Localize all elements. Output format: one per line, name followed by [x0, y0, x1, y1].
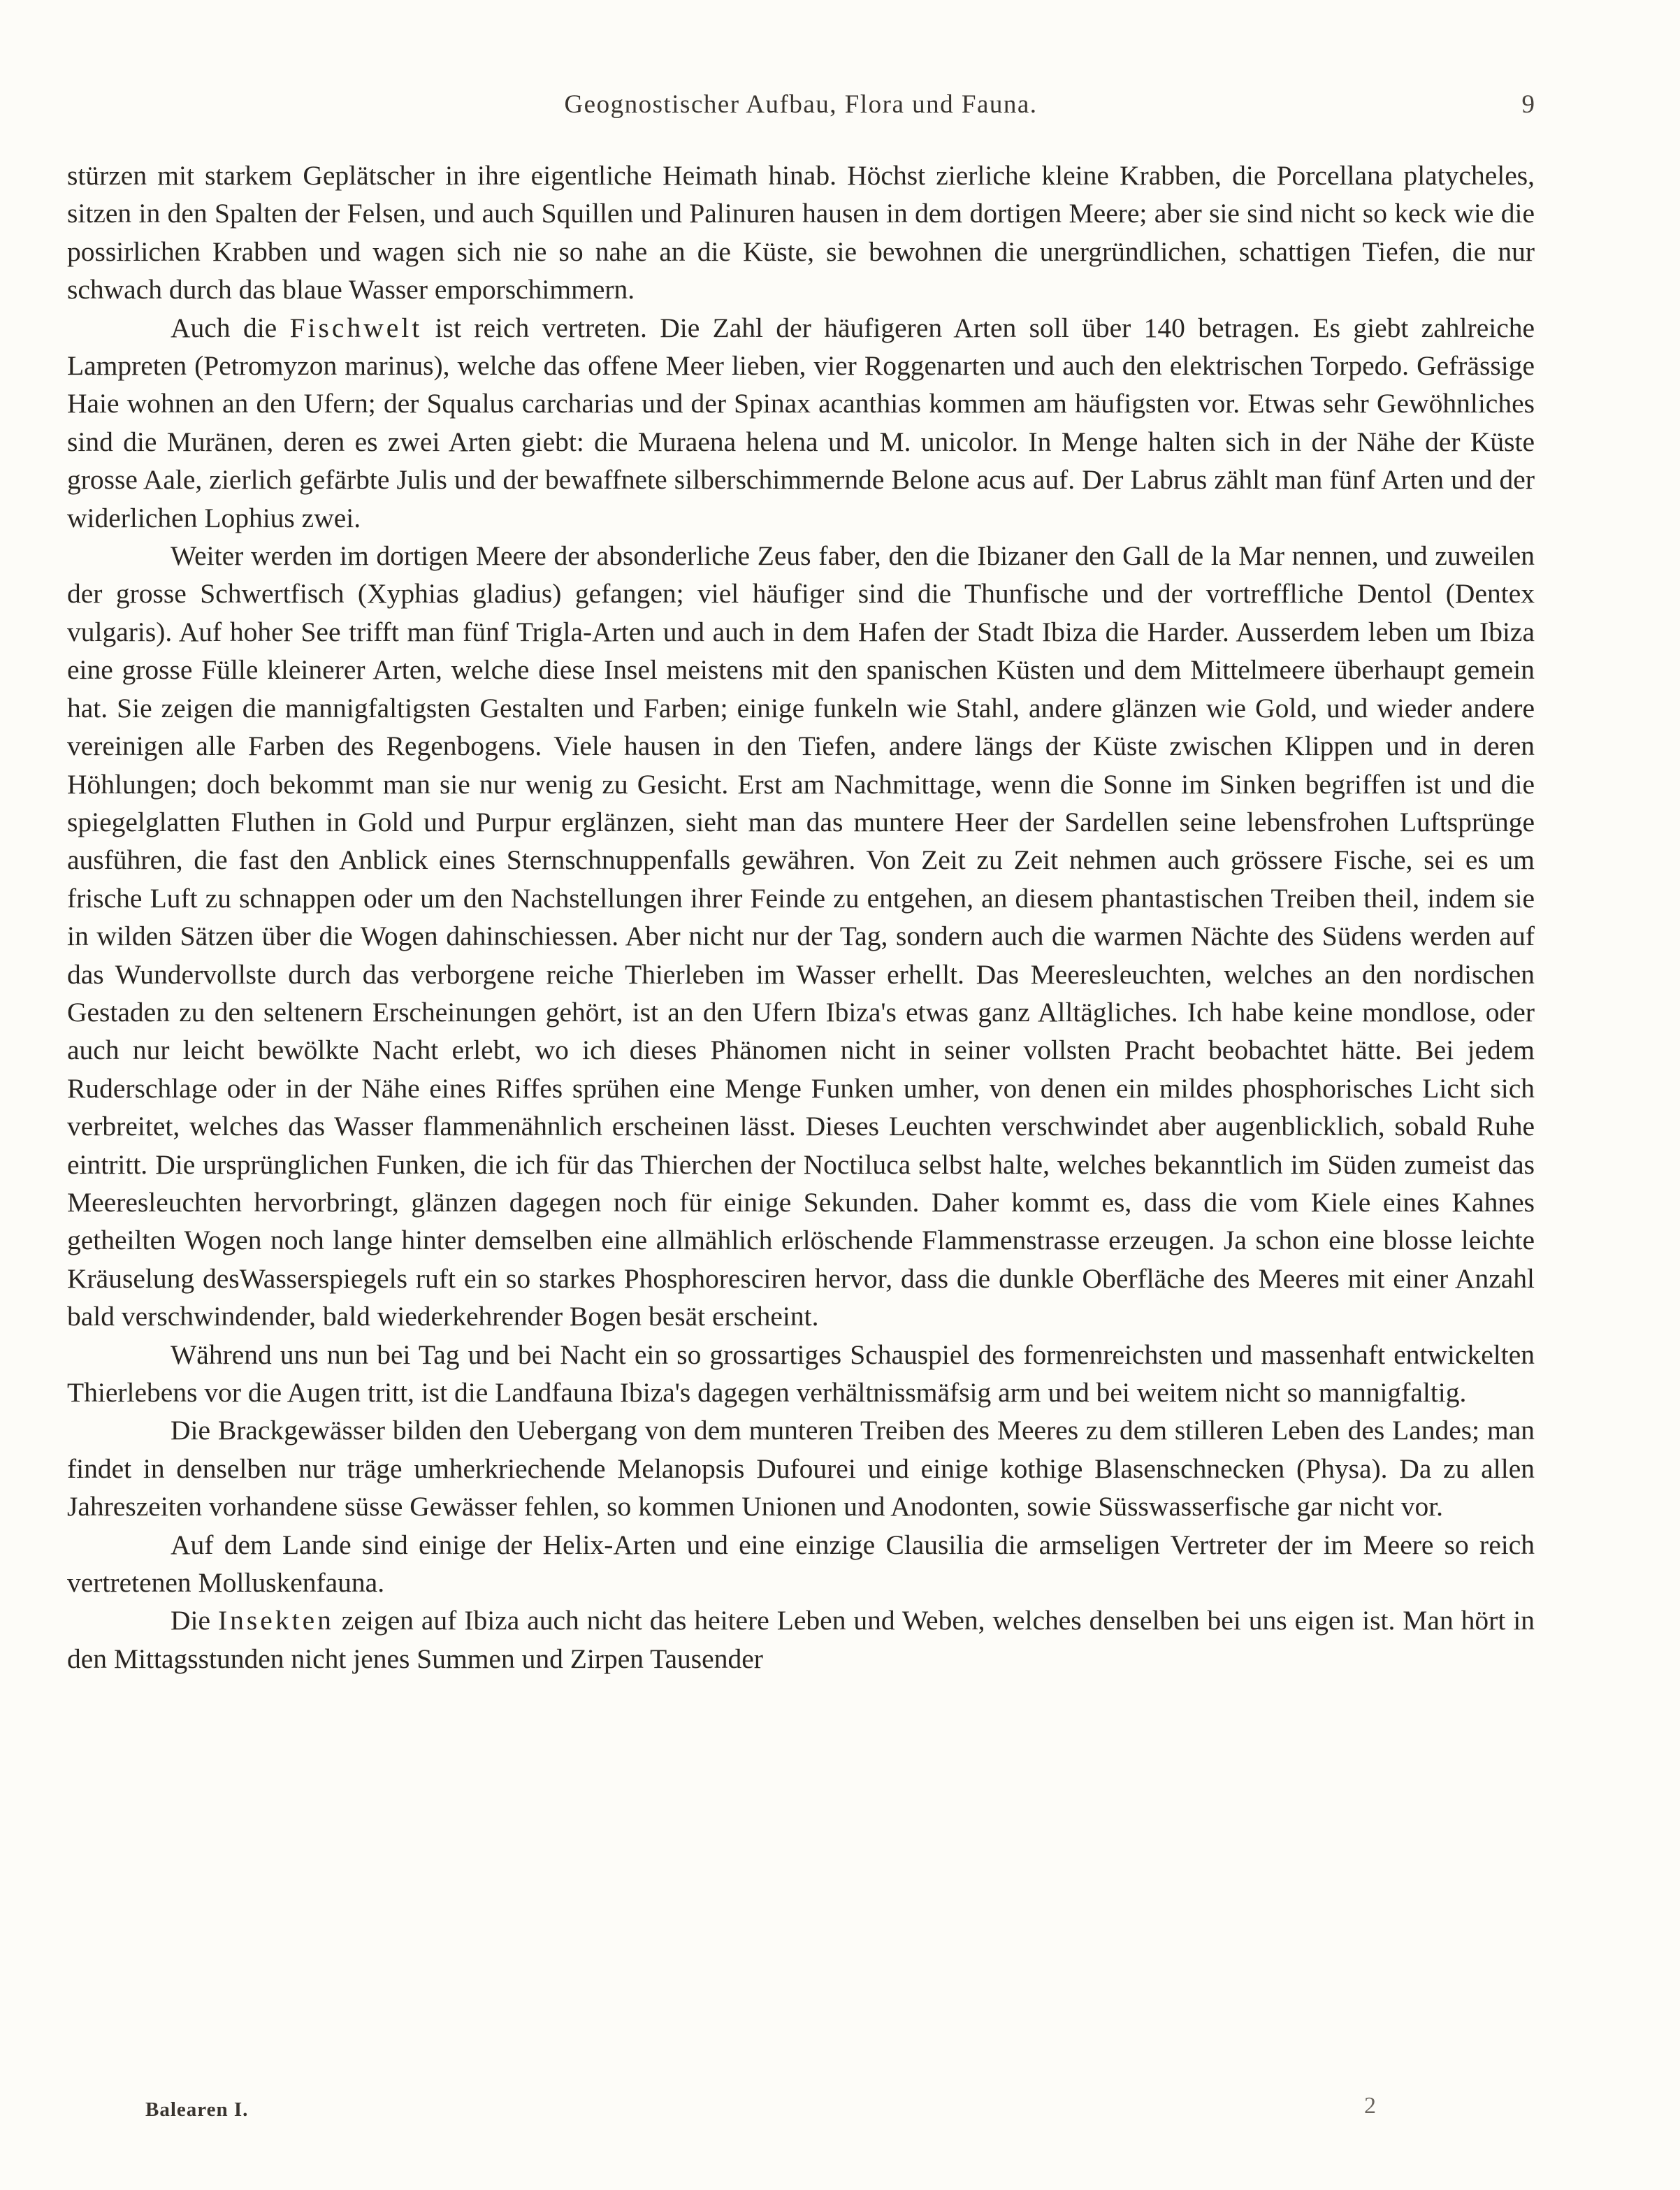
sheet-number: 2 [1364, 2093, 1376, 2119]
paragraph-text: Auf dem Lande sind einige der Helix-Arten und eine einzige Clausilia die armseligen Vertreter der im Meere so reich vertretenen Molluskenfauna. [67, 1529, 1535, 1599]
page-footer [67, 2093, 1535, 2133]
spaced-term-insekten: Insekten [218, 1605, 334, 1636]
paragraph-insects [67, 1601, 1535, 1678]
paragraph-land-molluscs [67, 1526, 1535, 1602]
paragraph-text: zeigen auf Ibiza auch nicht das heitere Leben und Weben, welches denselben bei uns eigen ist. Man hört in den Mittagsstunden nicht jenes Summen und Zirpen Tausender [67, 1605, 1535, 1674]
book-page [67, 0, 1535, 2190]
paragraph-crabs [67, 157, 1535, 309]
page-number: 9 [1521, 90, 1535, 119]
paragraph-brackish-water [67, 1411, 1535, 1525]
paragraph-fish-world [67, 309, 1535, 537]
paragraph-land-fauna [67, 1336, 1535, 1412]
paragraph-text: stürzen mit starkem Geplätscher in ihre eigentliche Heimath hinab. Höchst zierliche kleine Krabben, die Porcellana platycheles, sitzen in den Spalten der Felsen, und auch Squillen und Palinuren hausen in dem dortigen Meere; aber sie sind nicht so keck wie die possirlichen Krabben und wagen sich nie so nahe an die Küste, sie bewohnen die unergründlichen, schattigen Tiefen, die nur schwach durch das blaue Wasser emporschimmern. [67, 160, 1535, 305]
running-title: Geognostischer Aufbau, Flora und Fauna. [564, 90, 1038, 119]
body-text [67, 157, 1535, 1678]
paragraph-lead: Die [171, 1605, 211, 1636]
spaced-term-fischwelt: Fischwelt [289, 312, 423, 343]
paragraph-text: ist reich vertreten. Die Zahl der häufigeren Arten soll über 140 betragen. Es giebt zahlreiche Lampreten (Petromyzon marinus), welche das offene Meer lieben, vier Roggenarten und auch den elektrischen Torpedo. Gefrässige Haie wohnen an den Ufern; der Squalus carcharias und der Spinax acanthias kommen am häufigsten vor. Etwas sehr Gewöhnliches sind die Muränen, deren es zwei Arten giebt: die Muraena helena und M. unicolor. In Menge halten sich in der Nähe der Küste grosse Aale, zierlich gefärbte Julis und der bewaffnete silberschimmernde Belone acus auf. Der Labrus zählt man fünf Arten und der widerlichen Lophius zwei. [67, 312, 1535, 533]
paragraph-text: Während uns nun bei Tag und bei Nacht ein so grossartiges Schauspiel des formenreichsten und massenhaft entwickelten Thierlebens vor die Augen tritt, ist die Landfauna Ibiza's dagegen verhältnissmäfsig arm und bei weitem nicht so mannigfaltig. [67, 1339, 1535, 1408]
printer-signature: Balearen I. [145, 2098, 249, 2121]
paragraph-sea-fauna [67, 537, 1535, 1336]
running-head [67, 89, 1535, 131]
paragraph-text: Die Brackgewässer bilden den Uebergang von dem munteren Treiben des Meeres zu dem stilleren Leben des Landes; man findet in denselben nur träge umherkriechende Melanopsis Dufourei und einige kothige Blasenschnecken (Physa). Da zu allen Jahreszeiten vorhandene süsse Gewässer fehlen, so kommen Unionen und Anodonten, sowie Süsswasserfische gar nicht vor. [67, 1415, 1535, 1522]
paragraph-text: Weiter werden im dortigen Meere der absonderliche Zeus faber, den die Ibizaner den Gall de la Mar nennen, und zuweilen der grosse Schwertfisch (Xyphias gladius) gefangen; viel häufiger sind die Thunfische und der vortreffliche Dentol (Dentex vulgaris). Auf hoher See trifft man fünf Trigla-Arten und auch in dem Hafen der Stadt Ibiza die Harder. Ausserdem leben um Ibiza eine grosse Fülle kleinerer Arten, welche diese Insel meistens mit den spanischen Küsten und dem Mittelmeere überhaupt gemein hat. Sie zeigen die mannigfaltigsten Gestalten und Farben; einige funkeln wie Stahl, andere glänzen wie Gold, und wieder andere vereinigen alle Farben des Regenbogens. Viele hausen in den Tiefen, andere längs der Küste zwischen Klippen und in deren Höhlungen; doch bekommt man sie nur wenig zu Gesicht. Erst am Nachmittage, wenn die Sonne im Sinken begriffen ist und die spiegelglatten Fluthen in Gold und Purpur erglänzen, sieht man das muntere Heer der Sardellen seine lebensfrohen Luftsprünge ausführen, die fast den Anblick eines Sternschnuppenfalls gewähren. Von Zeit zu Zeit nehmen auch grössere Fische, sei es um frische Luft zu schnappen oder um den Nachstellungen ihrer Feinde zu entgehen, an diesem phantastischen Treiben theil, indem sie in wilden Sätzen über die Wogen dahinschiessen. Aber nicht nur der Tag, sondern auch die warmen Nächte des Südens werden auf das Wundervollste durch das verborgene reiche Thierleben im Wasser erhellt. Das Meeresleuchten, welches an den nordischen Gestaden zu den seltenern Erscheinungen gehört, ist an den Ufern Ibiza's etwas ganz Alltägliches. Ich habe keine mondlose, oder auch nur leicht bewölkte Nacht erlebt, wo ich dieses Phänomen nicht in seiner vollsten Pracht beobachtet hätte. Bei jedem Ruderschlage oder in der Nähe eines Riffes sprühen eine Menge Funken umher, von denen ein mildes phosphorisches Licht sich verbreitet, welches das Wasser flammenähnlich erscheinen lässt. Dieses Leuchten verschwindet aber augenblicklich, sobald Ruhe eintritt. Die ursprünglichen Funken, die ich für das Thierchen der Noctiluca selbst halte, welches bekanntlich im Süden zumeist das Meeresleuchten hervorbringt, glänzen dagegen noch für einige Sekunden. Daher kommt es, dass die vom Kiele eines Kahnes getheilten Wogen noch lange hinter demselben eine allmählich erlöschende Flammenstrasse erzeugen. Ja schon eine blosse leichte Kräuselung desWasserspiegels ruft ein so starkes Phosphoresciren hervor, dass die dunkle Oberfläche des Meeres mit einer Anzahl bald verschwindender, bald wiederkehrender Bogen besät erscheint. [67, 540, 1535, 1332]
paragraph-lead: Auch die [171, 312, 277, 343]
